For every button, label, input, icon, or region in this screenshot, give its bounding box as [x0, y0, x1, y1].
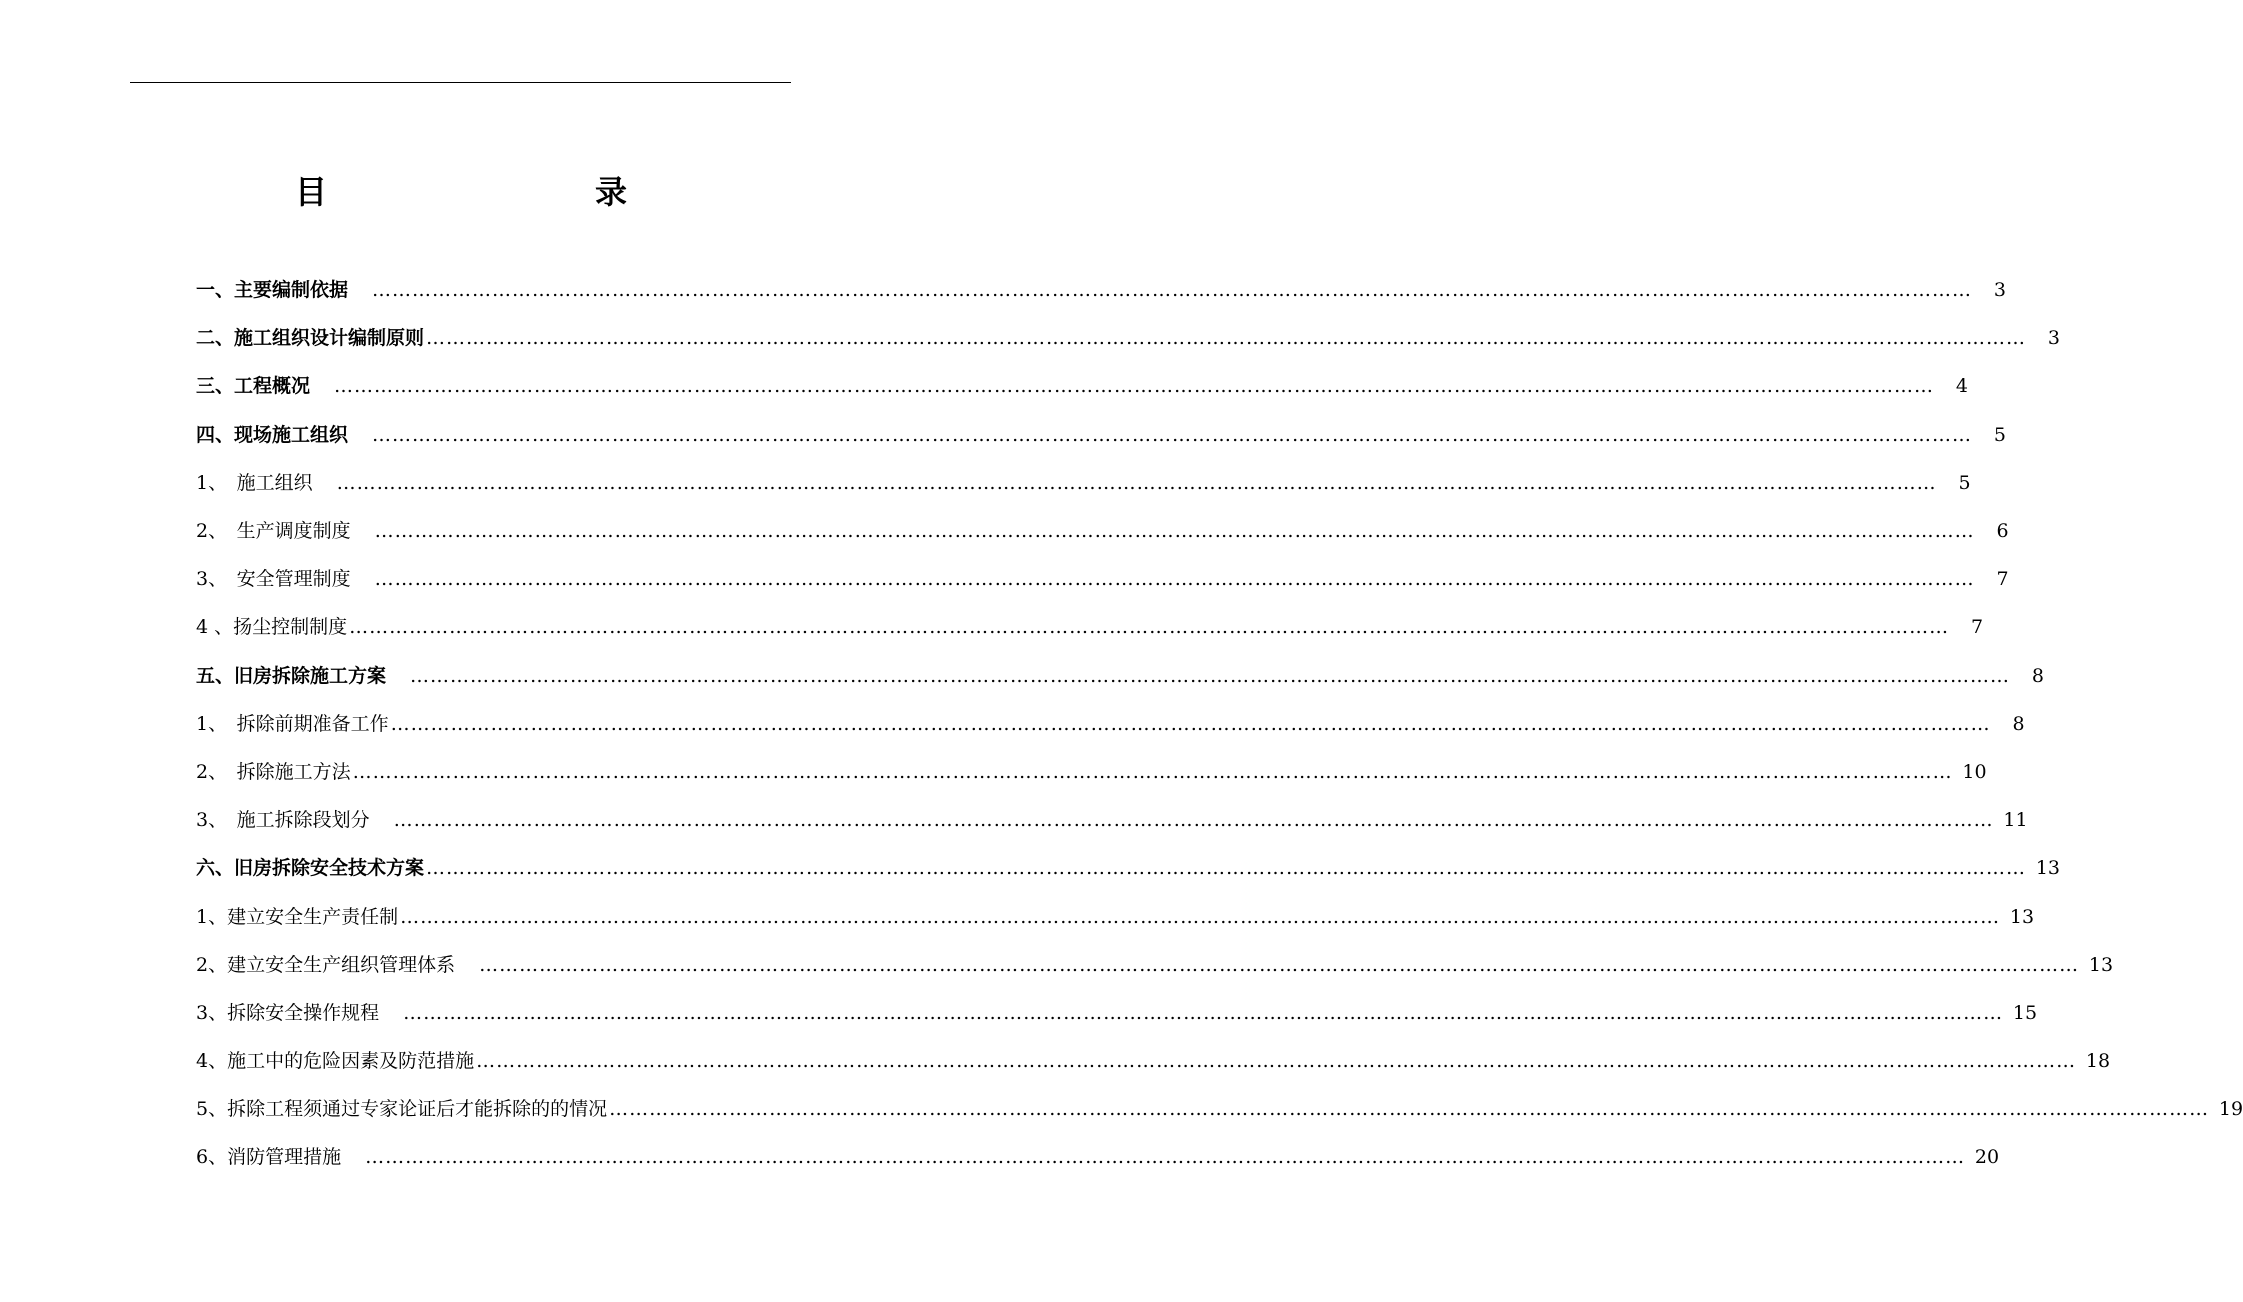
- toc-entry-page-number: 3: [1993, 279, 2007, 302]
- toc-entry[interactable]: [196, 700, 2025, 748]
- table-of-contents: [196, 266, 2243, 1182]
- toc-entry-label: 4 、扬尘控制制度: [196, 616, 348, 639]
- toc-entry-page-number: 5: [1993, 423, 2007, 446]
- toc-entry-label: 3、 施工拆除段划分: [196, 809, 370, 832]
- toc-entry[interactable]: [196, 362, 1969, 410]
- toc-entry-page-number: 20: [1974, 1146, 2000, 1169]
- toc-title: 目 录: [294, 173, 695, 211]
- toc-entry-page-number: 5: [1958, 471, 1971, 494]
- toc-entry-page-number: 3: [2047, 327, 2061, 350]
- toc-entry[interactable]: [196, 1037, 2111, 1085]
- toc-dot-leader: ……………………………………………………………………………………………………………………………………………………………………………………………………………………: [349, 616, 1950, 639]
- toc-dot-leader: ……………………………………………………………………………………………………………………………………………………………………………………………………………………: [336, 471, 1937, 494]
- toc-entry[interactable]: [196, 941, 2114, 989]
- toc-dot-leader: ……………………………………………………………………………………………………………………………………………………………………………………………………………………: [479, 953, 2080, 976]
- toc-entry-page-number: 13: [2088, 953, 2114, 976]
- toc-entry[interactable]: [196, 411, 2007, 459]
- toc-entry-label: 2、 生产调度制度: [196, 520, 351, 543]
- toc-entry[interactable]: [196, 314, 2061, 362]
- toc-dot-leader: ……………………………………………………………………………………………………………………………………………………………………………………………………………………: [393, 809, 1994, 832]
- toc-entry[interactable]: [196, 844, 2061, 892]
- toc-entry-label: 2、建立安全生产组织管理体系: [196, 953, 456, 976]
- toc-entry-page-number: 7: [1996, 568, 2009, 591]
- toc-entry[interactable]: [196, 266, 2007, 314]
- toc-dot-leader: ……………………………………………………………………………………………………………………………………………………………………………………………………………………: [365, 1146, 1966, 1169]
- toc-entry-page-number: 7: [1971, 616, 1984, 639]
- toc-entry[interactable]: [196, 1133, 2000, 1181]
- toc-dot-leader: ……………………………………………………………………………………………………………………………………………………………………………………………………………………: [400, 905, 2001, 928]
- toc-entry-page-number: 13: [2009, 905, 2035, 928]
- toc-entry[interactable]: [196, 555, 2009, 603]
- toc-entry-label: 1、 拆除前期准备工作: [196, 712, 389, 735]
- toc-dot-leader: ……………………………………………………………………………………………………………………………………………………………………………………………………………………: [374, 568, 1975, 591]
- toc-entry-label: 2、 拆除施工方法: [196, 760, 351, 783]
- toc-entry-page-number: 18: [2085, 1050, 2111, 1073]
- toc-dot-leader: ……………………………………………………………………………………………………………………………………………………………………………………………………………………: [352, 760, 1953, 783]
- toc-entry[interactable]: [196, 748, 1987, 796]
- toc-entry[interactable]: [196, 603, 1984, 651]
- toc-entry[interactable]: [196, 989, 2038, 1037]
- toc-dot-leader: ……………………………………………………………………………………………………………………………………………………………………………………………………………………: [372, 279, 1973, 302]
- toc-entry-label: 3、 安全管理制度: [196, 568, 351, 591]
- toc-entry-label: 五、旧房拆除施工方案: [196, 664, 387, 687]
- toc-entry-page-number: 11: [2003, 809, 2028, 832]
- toc-entry[interactable]: [196, 1085, 2243, 1133]
- toc-dot-leader: ……………………………………………………………………………………………………………………………………………………………………………………………………………………: [390, 712, 1991, 735]
- toc-entry-label: 6、消防管理措施: [196, 1146, 342, 1169]
- toc-entry-page-number: 6: [1996, 520, 2009, 543]
- toc-dot-leader: ……………………………………………………………………………………………………………………………………………………………………………………………………………………: [410, 664, 2011, 687]
- toc-dot-leader: ……………………………………………………………………………………………………………………………………………………………………………………………………………………: [609, 1098, 2210, 1121]
- toc-dot-leader: ……………………………………………………………………………………………………………………………………………………………………………………………………………………: [334, 375, 1935, 398]
- toc-entry[interactable]: [196, 892, 2035, 940]
- toc-dot-leader: ……………………………………………………………………………………………………………………………………………………………………………………………………………………: [372, 423, 1973, 446]
- toc-entry-page-number: 8: [2012, 712, 2025, 735]
- toc-entry-page-number: 8: [2031, 664, 2045, 687]
- toc-entry-label: 3、拆除安全操作规程: [196, 1001, 380, 1024]
- toc-entry-label: 一、主要编制依据: [196, 279, 349, 302]
- toc-dot-leader: ……………………………………………………………………………………………………………………………………………………………………………………………………………………: [476, 1050, 2077, 1073]
- toc-entry-label: 5、拆除工程须通过专家论证后才能拆除的的情况: [196, 1098, 608, 1121]
- toc-entry-label: 四、现场施工组织: [196, 423, 349, 446]
- toc-entry-label: 三、工程概况: [196, 375, 311, 398]
- toc-dot-leader: ……………………………………………………………………………………………………………………………………………………………………………………………………………………: [374, 520, 1975, 543]
- toc-dot-leader: ……………………………………………………………………………………………………………………………………………………………………………………………………………………: [403, 1001, 2004, 1024]
- toc-entry-page-number: 10: [1962, 760, 1987, 783]
- toc-entry[interactable]: [196, 507, 2009, 555]
- toc-entry-label: 二、施工组织设计编制原则: [196, 327, 425, 350]
- toc-entry-page-number: 13: [2035, 857, 2061, 880]
- toc-entry-label: 六、旧房拆除安全技术方案: [196, 857, 425, 880]
- toc-dot-leader: ……………………………………………………………………………………………………………………………………………………………………………………………………………………: [426, 327, 2027, 350]
- toc-entry-label: 1、 施工组织: [196, 471, 313, 494]
- toc-entry-label: 4、施工中的危险因素及防范措施: [196, 1050, 475, 1073]
- toc-entry[interactable]: [196, 796, 2028, 844]
- toc-entry[interactable]: [196, 652, 2045, 700]
- toc-entry-page-number: 4: [1955, 375, 1969, 398]
- header-rule: [130, 82, 791, 83]
- toc-entry-page-number: 19: [2218, 1098, 2243, 1121]
- toc-entry-page-number: 15: [2012, 1001, 2038, 1024]
- toc-entry[interactable]: [196, 459, 1971, 507]
- toc-dot-leader: ……………………………………………………………………………………………………………………………………………………………………………………………………………………: [426, 857, 2027, 880]
- toc-entry-label: 1、建立安全生产责任制: [196, 905, 399, 928]
